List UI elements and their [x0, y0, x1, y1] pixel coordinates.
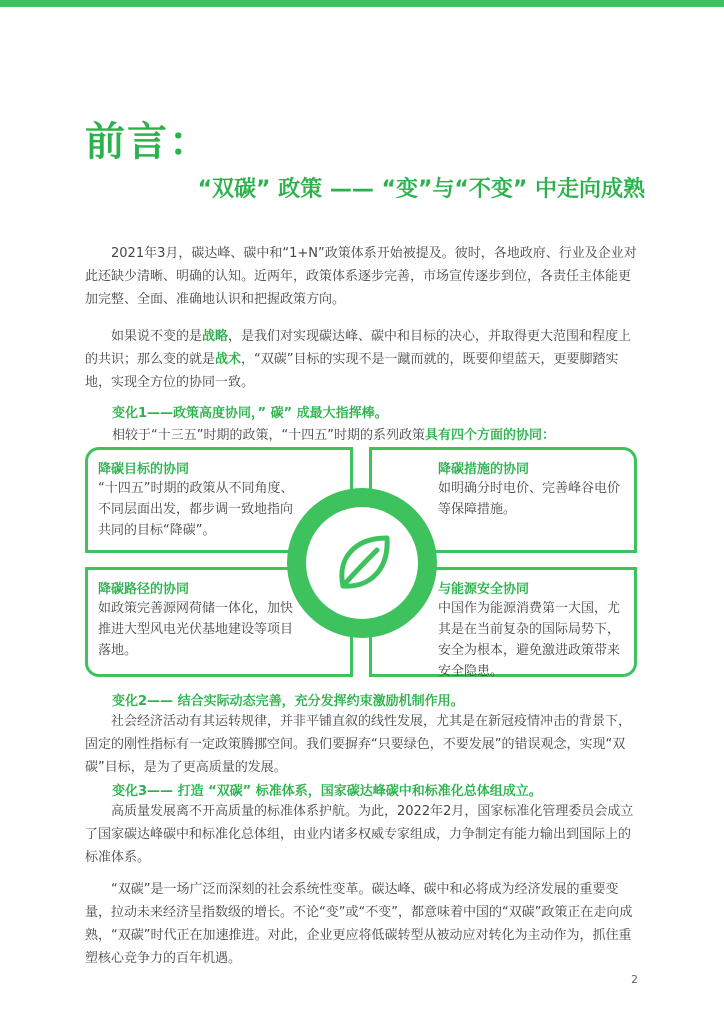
- box-title: 降碳目标的协同: [98, 462, 190, 477]
- box-text: “十四五”时期的政策从不同角度、不同层面出发，都步调一致地指向共同的目标“降碳”。: [98, 481, 294, 538]
- box-title: 降碳路径的协同: [98, 582, 190, 597]
- page-subtitle: “双碳” 政策 —— “变”与“不变” 中走向成熟: [197, 177, 645, 202]
- box-text: 如政策完善源网荷储一体化，加快推进大型风电光伏基地建设等项目落地。: [98, 601, 294, 658]
- intro-paragraph: 2021年3月，碳达峰、碳中和“1+N”政策体系开始被提及。彼时，各地政府、行业及企业对此还缺少清晰、明确的认知。近两年，政策体系逐步完善，市场宣传逐步到位，各责任主体能更加完整、全面、准确地认识和把握政策方向。: [85, 246, 637, 307]
- strategy-paragraph: [85, 325, 637, 394]
- leaf-icon: [327, 528, 397, 598]
- box-title: 降碳措施的协同: [438, 462, 530, 477]
- box-text: 中国作为能源消费第一大国，尤其是在当前复杂的国际局势下，安全为根本，避免激进政策带来安全隐患。: [438, 601, 621, 679]
- box-text: 如明确分时电价、完善峰谷电价等保障措施。: [438, 481, 621, 517]
- change2-paragraph: 社会经济活动有其运转规律，并非平铺直叙的线性发展，尤其是在新冠疫情冲击的背景下，固定的刚性指标有一定政策腾挪空间。我们要摒弃“只要绿色，不要发展”的错误观念，实现“双碳”目标，是为了更高质量的发展。: [85, 714, 632, 775]
- change3-paragraph: 高质量发展离不开高质量的标准体系护航。为此，2022年2月，国家标准化管理委员会成立了国家碳达峰碳中和标准化总体组，由业内诸多权威专家组成，力争制定有能力输出到国际上的标准体系。: [85, 804, 634, 865]
- highlight-tactics: 战术: [215, 352, 242, 367]
- change1-intro: [112, 424, 555, 443]
- change3-heading: 变化3—— 打造 “双碳” 标准体系，国家碳达峰碳中和标准化总体组成立。: [112, 784, 542, 799]
- p2-text-a: 如果说不变的是: [111, 329, 203, 344]
- change1-intro-text: 相较于“十三五”时期的政策，“十四五”时期的系列政策: [112, 428, 425, 443]
- change1-heading: 变化1——政策高度协同，” 碳” 成最大指挥棒。: [112, 406, 388, 421]
- change2-heading: 变化2—— 结合实际动态完善，充分发挥约束激励机制作用。: [112, 694, 464, 709]
- page-title: 前言：: [85, 119, 211, 165]
- highlight-strategy: 战略: [202, 329, 229, 344]
- p2-text-c: ，是我们对实现碳达峰、碳中和目标的决心，并取得更大范围和程度上的共识；那么变的就是: [85, 329, 632, 367]
- box-title: 与能源安全协同: [438, 582, 530, 597]
- closing-paragraph: “双碳”是一场广泛而深刻的社会系统性变革。碳达峰、碳中和必将成为经济发展的重要变量，拉动未来经济呈指数级的增长。不论“变”或“不变”，都意味着中国的“双碳”政策正在走向成熟，“双碳”时代正在加速推进。对此，企业更应将低碳转型从被动应对转化为主动作为，抓住重塑核心竞争力的百年机遇。: [85, 882, 633, 966]
- top-accent-bar: [0, 0, 724, 7]
- page-number: 2: [631, 973, 638, 986]
- p2-text-e: ，“双碳”目标的实现不是一蹴而就的，既要仰望蓝天，更要脚踏实地，实现全方位的协同一致。: [85, 352, 619, 390]
- change1-intro-highlight: 具有四个方面的协同：: [424, 428, 555, 443]
